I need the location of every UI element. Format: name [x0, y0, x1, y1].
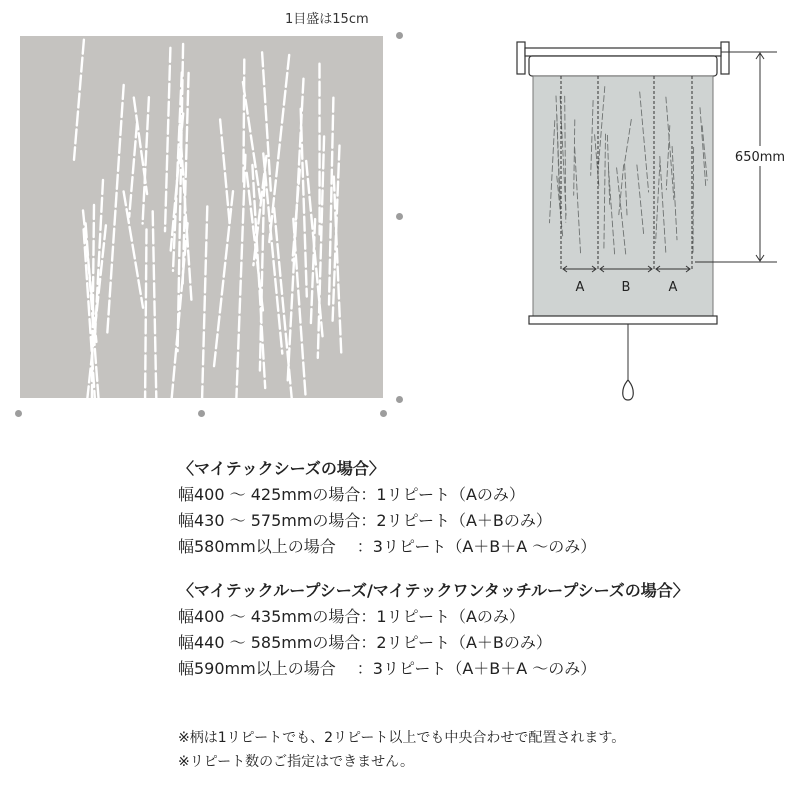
repeat-label-b: B [621, 280, 631, 295]
pattern-stroke [236, 155, 245, 398]
scale-dot [198, 410, 205, 417]
pattern-stroke [243, 60, 244, 183]
fabric-pattern [20, 36, 383, 398]
section-mytec-sheer [178, 456, 689, 560]
pattern-stroke [214, 191, 233, 366]
width-rule-row: 幅590mm以上の場合 ：3リピート（A＋B＋A ～のみ） [178, 659, 597, 678]
pattern-stroke [74, 40, 84, 160]
bottom-bar [529, 316, 717, 324]
section-mytec-loop-sheer [178, 578, 689, 682]
pattern-stroke [220, 119, 230, 226]
pattern-stroke [107, 85, 124, 336]
head-rail [525, 48, 721, 56]
pattern-stroke [329, 98, 333, 305]
scale-dot [396, 32, 403, 39]
bracket-right [721, 42, 729, 74]
scale-dot [396, 396, 403, 403]
scale-note: 1目盛は15cm [285, 12, 369, 27]
scale-dot [396, 213, 403, 220]
pattern-stroke [165, 48, 170, 231]
pattern-stroke [145, 229, 146, 398]
pattern-stroke [262, 52, 271, 190]
width-rule-row: 幅440 ～ 585mmの場合：2リピート（A＋Bのみ） [178, 633, 552, 652]
roll-screen-diagram [505, 30, 795, 410]
pattern-stroke [301, 109, 307, 297]
section-heading: 〈マイテックシーズの場合〉 [178, 459, 385, 478]
scale-dot [380, 410, 387, 417]
pull-handle[interactable] [623, 380, 634, 400]
repeat-label-a-left: A [575, 280, 585, 295]
width-rule-row: 幅580mm以上の場合 ：3リピート（A＋B＋A ～のみ） [178, 537, 597, 556]
notes [178, 726, 625, 774]
pattern-stroke [124, 191, 143, 307]
width-rule-row: 幅430 ～ 575mmの場合：2リピート（A＋Bのみ） [178, 511, 552, 530]
roller [529, 56, 717, 76]
note-centering: ※柄は1リピートでも、2リピート以上でも中央合わせで配置されます。 [178, 730, 626, 746]
pattern-stroke [129, 123, 137, 217]
pattern-stroke [153, 211, 157, 398]
height-label: 650mm [734, 150, 786, 165]
repeat-label-a-right: A [668, 280, 678, 295]
repeat-info [178, 456, 689, 682]
bracket-left [517, 42, 525, 74]
note-no-specify: ※リピート数のご指定はできません。 [178, 754, 415, 770]
section-heading: 〈マイテックループシーズ/マイテックワンタッチループシーズの場合〉 [178, 581, 689, 600]
pattern-stroke [252, 165, 265, 388]
pattern-stroke [202, 206, 207, 398]
width-rule-row: 幅400 ～ 435mmの場合：1リピート（Aのみ） [178, 607, 525, 626]
fabric-swatch [20, 36, 383, 398]
pattern-stroke [269, 55, 289, 242]
width-rule-row: 幅400 ～ 425mmの場合：1リピート（Aのみ） [178, 485, 525, 504]
scale-dot [15, 410, 22, 417]
